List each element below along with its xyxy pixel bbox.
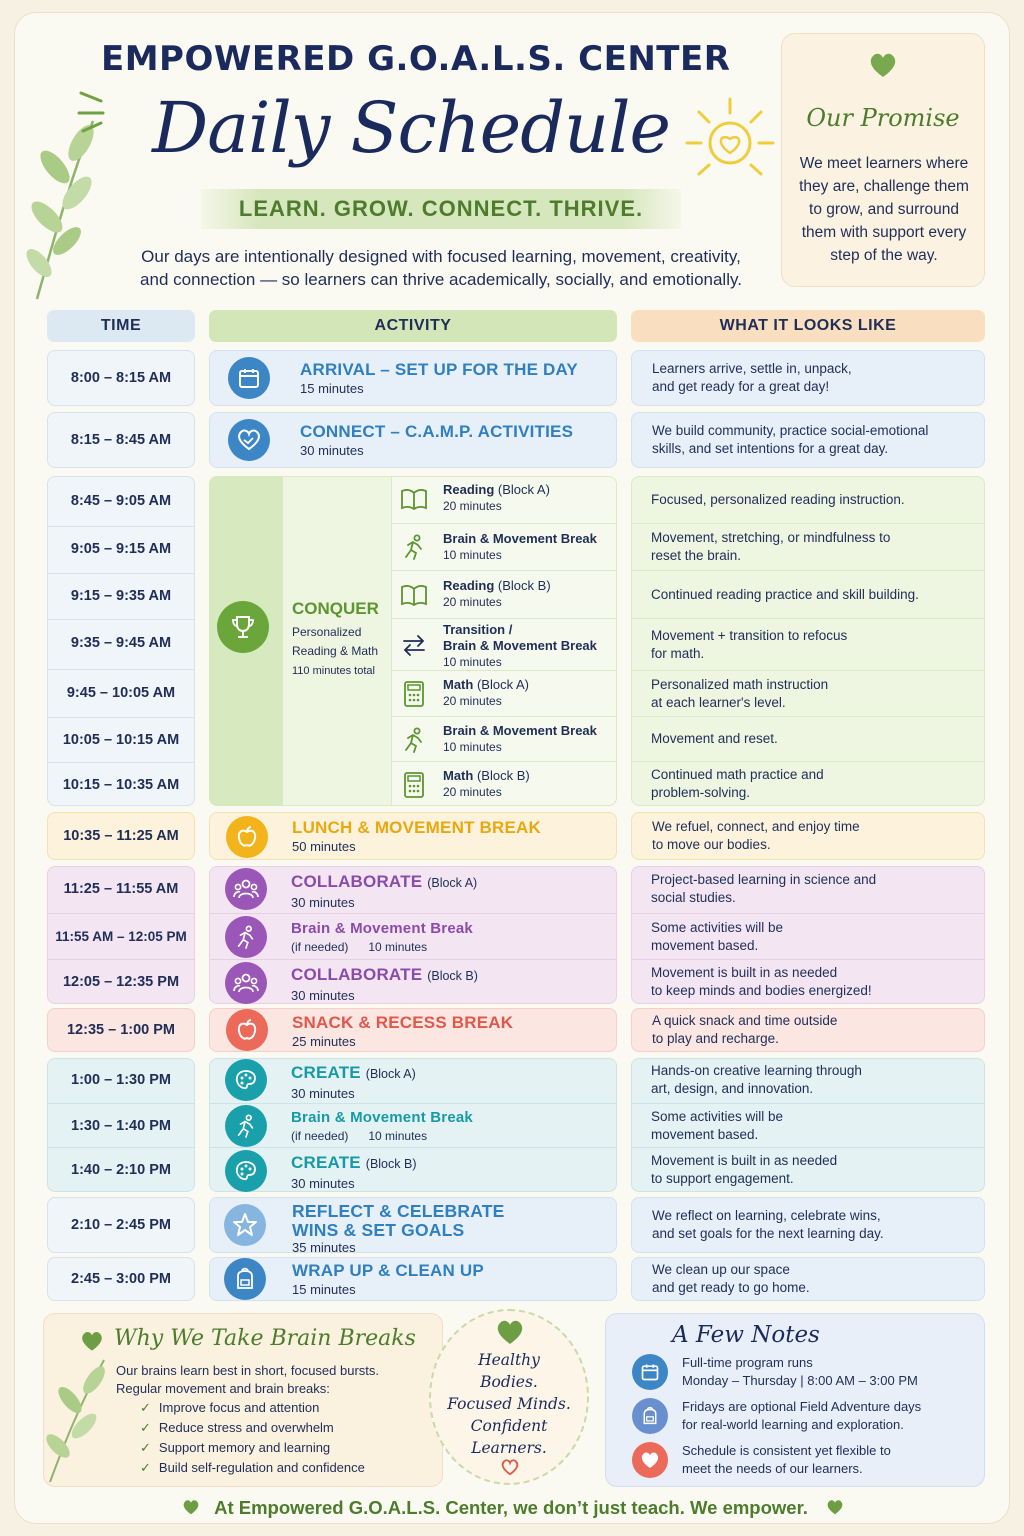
leaf-branch-icon bbox=[23, 113, 103, 303]
item-duration: 20 minutes bbox=[443, 694, 502, 708]
notes-box bbox=[605, 1313, 985, 1487]
looks-like-reflect bbox=[631, 1197, 985, 1253]
looks-like-conquer-7 bbox=[631, 761, 985, 806]
brain-breaks-item-text: Improve focus and attention bbox=[158, 1400, 320, 1415]
activity-title-arrival: ARRIVAL – SET UP FOR THE DAY bbox=[300, 360, 578, 379]
heart-icon bbox=[826, 1499, 844, 1515]
activity-duration-wrap: 15 minutes bbox=[292, 1282, 356, 1297]
book-icon bbox=[399, 484, 429, 514]
activity-note-brain-1155: (if needed) bbox=[291, 940, 349, 954]
activity-duration-create-a: 30 minutes bbox=[291, 1086, 355, 1101]
running-person-icon bbox=[225, 1105, 267, 1147]
activity-duration-collab-a: 30 minutes bbox=[291, 895, 355, 910]
desc-line: art, design, and innovation. bbox=[651, 1081, 814, 1096]
desc-line: problem-solving. bbox=[651, 785, 751, 800]
palette-icon bbox=[225, 1150, 267, 1192]
time-cell-snack: 12:35 – 1:00 PM bbox=[47, 1008, 195, 1052]
item-duration: 20 minutes bbox=[443, 499, 502, 513]
activity-title-collab-b: COLLABORATE bbox=[291, 965, 423, 984]
footer-text: At Empowered G.O.A.L.S. Center, we don’t just teach. We empower. bbox=[214, 1497, 808, 1518]
book-icon bbox=[399, 580, 429, 610]
activity-duration-lunch: 50 minutes bbox=[292, 839, 356, 854]
activity-row-connect bbox=[209, 412, 617, 468]
calculator-icon bbox=[399, 679, 429, 709]
looks-like-lunch bbox=[631, 812, 985, 860]
looks-like-conquer-2 bbox=[631, 523, 985, 570]
activity-row-lunch bbox=[209, 812, 617, 860]
activity-duration-create-b: 30 minutes bbox=[291, 1176, 355, 1191]
time-cell-conquer-1: 8:45 – 9:05 AM bbox=[70, 493, 172, 509]
item-name: Brain & Movement Break bbox=[443, 723, 597, 738]
conquer-item-brain-break-1 bbox=[391, 523, 617, 570]
desc-line: at each learner's level. bbox=[651, 694, 786, 710]
desc-line: to move our bodies. bbox=[652, 837, 771, 852]
time-cell-create-a: 1:00 – 1:30 PM bbox=[71, 1072, 171, 1088]
promise-text: We meet learners where they are, challenge them to grow, and surround them with support every step of the way. bbox=[799, 155, 969, 264]
brain-breaks-box bbox=[43, 1313, 443, 1487]
time-cell-conquer-3: 9:15 – 9:35 AM bbox=[47, 573, 195, 617]
conquer-item-brain-break-2 bbox=[391, 716, 617, 761]
activity-row-snack bbox=[209, 1008, 617, 1052]
brain-breaks-title: Why We Take Brain Breaks bbox=[114, 1326, 416, 1351]
intro-text: Our days are intentionally designed with focused learning, movement, creativity, and connection — so learners can thrive academically, socially, and emotionally. bbox=[140, 247, 742, 289]
conquer-title: CONQUER bbox=[292, 599, 379, 618]
conquer-item-reading-a bbox=[391, 476, 617, 523]
desc-line: movement based. bbox=[651, 937, 759, 953]
activity-row-collab-a bbox=[209, 866, 617, 912]
conquer-subtitle-2: Reading & Math bbox=[292, 644, 379, 658]
note-item bbox=[682, 1442, 891, 1478]
conquer-label bbox=[292, 599, 392, 681]
time-cell-brain-130: 1:30 – 1:40 PM bbox=[47, 1103, 195, 1147]
brain-breaks-item: ✓ Build self-regulation and confidence bbox=[140, 1460, 365, 1475]
running-person-icon bbox=[399, 725, 429, 755]
brain-breaks-item: ✓ Reduce stress and overwhelm bbox=[140, 1420, 334, 1435]
desc-line: Continued math practice and bbox=[651, 767, 824, 782]
desc-line: to support engagement. bbox=[651, 1171, 794, 1186]
item-name-2: Brain & Movement Break bbox=[443, 638, 597, 653]
activity-block-collab-b: (Block B) bbox=[427, 969, 478, 983]
motto-badge bbox=[429, 1309, 589, 1485]
palette-icon bbox=[225, 1059, 267, 1101]
item-block: (Block B) bbox=[497, 578, 551, 593]
looks-like-collab-b bbox=[631, 959, 985, 1004]
schedule-page bbox=[14, 12, 1010, 1524]
activity-row-create-a bbox=[209, 1058, 617, 1102]
note-line: meet the needs of our learners. bbox=[682, 1461, 863, 1476]
activity-title-reflect-1: REFLECT & CELEBRATE bbox=[292, 1201, 505, 1221]
activity-duration-brain-1155: 10 minutes bbox=[368, 940, 428, 954]
activity-block-collab-a: (Block A) bbox=[427, 876, 478, 890]
activity-duration-reflect: 35 minutes bbox=[292, 1240, 356, 1255]
desc-line: We reflect on learning, celebrate wins, bbox=[652, 1208, 881, 1223]
item-duration: 10 minutes bbox=[443, 740, 502, 754]
desc-line: skills, and set intentions for a great day. bbox=[652, 441, 889, 456]
brain-breaks-item: ✓ Improve focus and attention bbox=[140, 1400, 320, 1415]
desc-line: for math. bbox=[651, 645, 705, 661]
motto-text bbox=[431, 1349, 587, 1459]
activity-title-create-b: CREATE bbox=[291, 1153, 361, 1172]
activity-title-connect: CONNECT – C.A.M.P. ACTIVITIES bbox=[300, 422, 574, 441]
promise-title: Our Promise bbox=[806, 104, 960, 132]
activity-duration-brain-130: 10 minutes bbox=[368, 1129, 428, 1143]
tagline-ribbon bbox=[201, 189, 681, 229]
column-header-looks-like: WHAT IT LOOKS LIKE bbox=[631, 310, 985, 342]
note-item bbox=[682, 1398, 921, 1434]
time-cell-brain-1155: 11:55 AM – 12:05 PM bbox=[47, 913, 195, 959]
desc-line: social studies. bbox=[651, 890, 736, 905]
calendar-icon bbox=[228, 357, 270, 399]
time-cell-arrival: 8:00 – 8:15 AM bbox=[47, 350, 195, 406]
activity-row-reflect bbox=[209, 1197, 617, 1253]
time-cell-connect: 8:15 – 8:45 AM bbox=[47, 412, 195, 468]
desc-line: Movement and reset. bbox=[651, 731, 778, 746]
swap-arrows-icon bbox=[399, 630, 429, 660]
people-group-icon bbox=[225, 868, 267, 910]
desc-line: and get ready for a great day! bbox=[652, 379, 830, 394]
looks-like-snack bbox=[631, 1008, 985, 1052]
time-cell-conquer-2: 9:05 – 9:15 AM bbox=[47, 526, 195, 570]
people-group-icon bbox=[225, 962, 267, 1004]
desc-line: Hands-on creative learning through bbox=[651, 1063, 862, 1078]
brain-breaks-item-text: Support memory and learning bbox=[158, 1440, 331, 1455]
activity-duration-collab-b: 30 minutes bbox=[291, 988, 355, 1003]
conquer-subtitle-1: Personalized bbox=[292, 625, 362, 639]
activity-title-brain-1155: Brain & Movement Break bbox=[291, 920, 473, 937]
looks-like-create-a bbox=[631, 1058, 985, 1102]
small-heart-icon bbox=[501, 1459, 519, 1475]
activity-row-brain-130 bbox=[209, 1103, 617, 1147]
activity-duration-connect: 30 minutes bbox=[300, 443, 364, 458]
item-duration: 10 minutes bbox=[443, 548, 502, 562]
activity-title-reflect-2: WINS & SET GOALS bbox=[292, 1220, 465, 1240]
item-duration: 20 minutes bbox=[443, 785, 502, 799]
desc-line: Continued reading practice and skill building. bbox=[651, 586, 919, 602]
conquer-item-transition bbox=[391, 618, 617, 670]
conquer-item-reading-b bbox=[391, 570, 617, 618]
conquer-total: 110 minutes total bbox=[292, 665, 375, 677]
apple-icon bbox=[226, 816, 268, 858]
desc-line: Personalized math instruction bbox=[651, 676, 829, 692]
looks-like-conquer-5 bbox=[631, 670, 985, 716]
heart-icon bbox=[868, 52, 898, 78]
activity-title-collab-a: COLLABORATE bbox=[291, 872, 423, 891]
backpack-icon bbox=[632, 1398, 668, 1434]
activity-row-create-b bbox=[209, 1147, 617, 1192]
calendar-icon bbox=[632, 1354, 668, 1390]
backpack-icon bbox=[224, 1258, 266, 1300]
desc-line: to keep minds and bodies energized! bbox=[651, 983, 872, 998]
desc-line: and set goals for the next learning day. bbox=[652, 1226, 884, 1241]
item-block: (Block A) bbox=[497, 482, 550, 497]
desc-line: A quick snack and time outside bbox=[652, 1013, 838, 1028]
note-line: Fridays are optional Field Adventure days bbox=[682, 1399, 922, 1414]
activity-duration-snack: 25 minutes bbox=[292, 1034, 356, 1049]
apple-icon bbox=[226, 1009, 268, 1051]
motto-line: Learners. bbox=[471, 1439, 547, 1457]
desc-line: Focused, personalized reading instruction. bbox=[651, 491, 905, 507]
page-title: Daily Schedule bbox=[152, 87, 670, 169]
footer bbox=[15, 1497, 1010, 1519]
notes-title: A Few Notes bbox=[672, 1322, 820, 1348]
motto-line: Confident bbox=[470, 1417, 548, 1435]
activity-title-lunch: LUNCH & MOVEMENT BREAK bbox=[292, 818, 542, 837]
activity-note-brain-130: (if needed) bbox=[291, 1129, 349, 1143]
brain-breaks-intro-1: Our brains learn best in short, focused bursts. bbox=[116, 1363, 380, 1378]
conquer-item-math-b bbox=[391, 761, 617, 806]
desc-line: and get ready to go home. bbox=[652, 1280, 810, 1295]
item-name: Reading bbox=[443, 578, 495, 593]
note-line: Monday – Thursday | 8:00 AM – 3:00 PM bbox=[682, 1373, 918, 1388]
time-cell-conquer-7: 10:15 – 10:35 AM bbox=[47, 762, 195, 806]
desc-line: Movement, stretching, or mindfulness to bbox=[651, 530, 891, 545]
leaf-branch-icon bbox=[44, 1354, 110, 1484]
activity-title-create-a: CREATE bbox=[291, 1063, 361, 1082]
looks-like-wrap bbox=[631, 1257, 985, 1301]
sparkle-dashes-icon bbox=[77, 87, 111, 137]
looks-like-collab-a bbox=[631, 866, 985, 912]
activity-row-collab-b bbox=[209, 959, 617, 1004]
time-cell-conquer-6: 10:05 – 10:15 AM bbox=[47, 717, 195, 761]
activity-block-create-b: (Block B) bbox=[365, 1157, 417, 1171]
note-line: Full-time program runs bbox=[682, 1355, 813, 1370]
conquer-item-math-a bbox=[391, 670, 617, 716]
item-name: Math bbox=[443, 677, 474, 692]
activity-block-create-a: (Block A) bbox=[365, 1067, 416, 1081]
item-name: Reading bbox=[443, 482, 495, 497]
center-name: EMPOWERED G.O.A.L.S. CENTER bbox=[101, 39, 731, 79]
column-header-time: TIME bbox=[47, 310, 195, 342]
time-cell-reflect: 2:10 – 2:45 PM bbox=[47, 1197, 195, 1253]
time-cell-conquer-5: 9:45 – 10:05 AM bbox=[47, 669, 195, 715]
looks-like-create-b bbox=[631, 1147, 985, 1192]
time-cell-create-b: 1:40 – 2:10 PM bbox=[47, 1147, 195, 1192]
column-header-activity: ACTIVITY bbox=[209, 310, 617, 342]
looks-like-arrival bbox=[631, 350, 985, 406]
calculator-icon bbox=[399, 770, 429, 800]
note-line: for real-world learning and exploration. bbox=[682, 1417, 904, 1432]
item-duration: 10 minutes bbox=[443, 655, 502, 669]
item-name: Transition / bbox=[443, 622, 513, 637]
brain-breaks-item-text: Reduce stress and overwhelm bbox=[158, 1420, 334, 1435]
time-cell-collab-a: 11:25 – 11:55 AM bbox=[63, 881, 179, 897]
star-icon bbox=[224, 1204, 266, 1246]
desc-line: movement based. bbox=[651, 1126, 759, 1142]
note-item bbox=[682, 1354, 918, 1390]
activity-row-arrival bbox=[209, 350, 617, 406]
brain-breaks-item: ✓ Support memory and learning bbox=[140, 1440, 331, 1455]
item-block: (Block A) bbox=[476, 677, 529, 692]
desc-line: to play and recharge. bbox=[652, 1031, 779, 1046]
activity-title-brain-130: Brain & Movement Break bbox=[291, 1109, 473, 1126]
desc-line: Movement + transition to refocus bbox=[651, 627, 848, 643]
running-person-icon bbox=[399, 532, 429, 562]
heart-icon bbox=[495, 1319, 525, 1345]
trophy-icon bbox=[217, 601, 269, 653]
desc-line: Movement is built in as needed bbox=[651, 1153, 838, 1168]
desc-line: We build community, practice social-emotional bbox=[652, 423, 929, 438]
activity-title-wrap: WRAP UP & CLEAN UP bbox=[292, 1261, 484, 1280]
motto-line: Focused Minds. bbox=[447, 1395, 571, 1413]
activity-title-snack: SNACK & RECESS BREAK bbox=[292, 1013, 514, 1032]
desc-line: Some activities will be bbox=[651, 919, 784, 935]
promise-box bbox=[781, 33, 985, 287]
tagline: LEARN. GROW. CONNECT. THRIVE. bbox=[238, 196, 644, 221]
brain-breaks-item-text: Build self-regulation and confidence bbox=[158, 1460, 365, 1475]
motto-line: Healthy bbox=[478, 1351, 540, 1369]
motto-line: Bodies. bbox=[480, 1373, 538, 1391]
item-name: Brain & Movement Break bbox=[443, 531, 597, 546]
desc-line: reset the brain. bbox=[651, 548, 742, 563]
sun-heart-icon bbox=[685, 95, 775, 185]
brain-breaks-intro-2: Regular movement and brain breaks: bbox=[116, 1381, 330, 1396]
looks-like-conquer-6 bbox=[631, 716, 985, 761]
time-cell-conquer-4: 9:35 – 9:45 AM bbox=[47, 619, 195, 665]
note-line: Schedule is consistent yet flexible to bbox=[682, 1443, 891, 1458]
desc-line: Project-based learning in science and bbox=[651, 872, 877, 887]
looks-like-connect bbox=[631, 412, 985, 468]
running-person-icon bbox=[225, 916, 267, 958]
desc-line: We clean up our space bbox=[652, 1262, 790, 1277]
time-cell-lunch: 10:35 – 11:25 AM bbox=[47, 812, 195, 860]
desc-line: Some activities will be bbox=[651, 1108, 784, 1124]
looks-like-conquer-3 bbox=[631, 570, 985, 618]
time-cell-collab-b: 12:05 – 12:35 PM bbox=[47, 959, 195, 1004]
handshake-heart-icon bbox=[228, 419, 270, 461]
heart-icon bbox=[182, 1499, 200, 1515]
activity-duration-arrival: 15 minutes bbox=[300, 381, 364, 396]
looks-like-conquer-1 bbox=[631, 476, 985, 523]
heart-icon bbox=[80, 1330, 104, 1352]
desc-line: Learners arrive, settle in, unpack, bbox=[652, 361, 852, 376]
activity-row-brain-1155 bbox=[209, 913, 617, 959]
time-cell-wrap: 2:45 – 3:00 PM bbox=[47, 1257, 195, 1301]
heart-icon bbox=[632, 1442, 668, 1478]
desc-line: We refuel, connect, and enjoy time bbox=[652, 819, 860, 834]
looks-like-brain-130 bbox=[631, 1103, 985, 1147]
desc-line: Movement is built in as needed bbox=[651, 965, 838, 980]
item-name: Math bbox=[443, 768, 474, 783]
item-duration: 20 minutes bbox=[443, 595, 502, 609]
item-block: (Block B) bbox=[476, 768, 530, 783]
looks-like-brain-1155 bbox=[631, 913, 985, 959]
activity-row-wrap bbox=[209, 1257, 617, 1301]
looks-like-conquer-4 bbox=[631, 618, 985, 670]
